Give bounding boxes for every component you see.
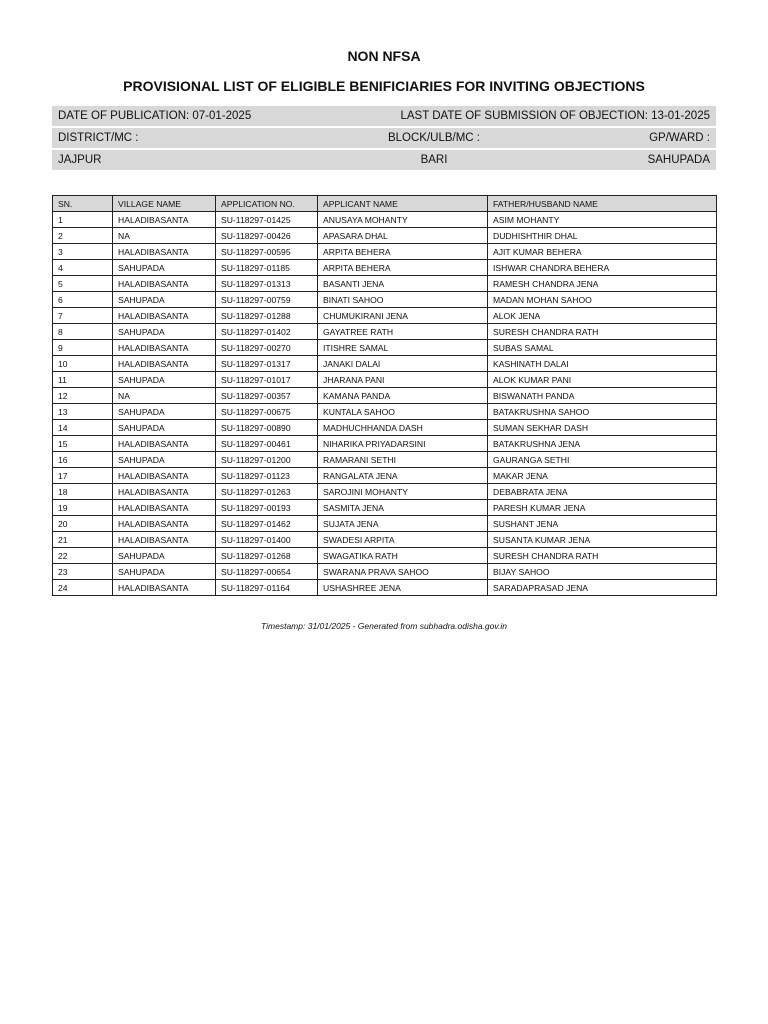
table-row bbox=[53, 420, 717, 436]
cell-father-husband-name: KASHINATH DALAI bbox=[488, 356, 717, 372]
table-row bbox=[53, 340, 717, 356]
cell-father-husband-name: SURESH CHANDRA RATH bbox=[488, 324, 717, 340]
cell-applicant-name: NIHARIKA PRIYADARSINI bbox=[318, 436, 488, 452]
cell-sn: 11 bbox=[53, 372, 113, 388]
cell-applicant-name: RAMARANI SETHI bbox=[318, 452, 488, 468]
table-row bbox=[53, 500, 717, 516]
cell-village-name: HALADIBASANTA bbox=[113, 212, 216, 228]
cell-applicant-name: RANGALATA JENA bbox=[318, 468, 488, 484]
cell-village-name: HALADIBASANTA bbox=[113, 468, 216, 484]
cell-father-husband-name: ALOK KUMAR PANI bbox=[488, 372, 717, 388]
cell-father-husband-name: SUMAN SEKHAR DASH bbox=[488, 420, 717, 436]
cell-father-husband-name: SURESH CHANDRA RATH bbox=[488, 548, 717, 564]
cell-applicant-name: APASARA DHAL bbox=[318, 228, 488, 244]
cell-application-no: SU-118297-01317 bbox=[216, 356, 318, 372]
location-label-row bbox=[52, 128, 716, 148]
cell-application-no: SU-118297-01400 bbox=[216, 532, 318, 548]
cell-father-husband-name: BIJAY SAHOO bbox=[488, 564, 717, 580]
cell-application-no: SU-118297-00890 bbox=[216, 420, 318, 436]
table-row bbox=[53, 308, 717, 324]
cell-sn: 14 bbox=[53, 420, 113, 436]
cell-sn: 15 bbox=[53, 436, 113, 452]
cell-father-husband-name: DEBABRATA JENA bbox=[488, 484, 717, 500]
cell-application-no: SU-118297-00595 bbox=[216, 244, 318, 260]
table-row bbox=[53, 372, 717, 388]
cell-father-husband-name: RAMESH CHANDRA JENA bbox=[488, 276, 717, 292]
cell-village-name: HALADIBASANTA bbox=[113, 580, 216, 596]
cell-application-no: SU-118297-01425 bbox=[216, 212, 318, 228]
cell-father-husband-name: SUBAS SAMAL bbox=[488, 340, 717, 356]
cell-sn: 4 bbox=[53, 260, 113, 276]
cell-father-husband-name: SUSHANT JENA bbox=[488, 516, 717, 532]
cell-application-no: SU-118297-01268 bbox=[216, 548, 318, 564]
cell-application-no: SU-118297-00193 bbox=[216, 500, 318, 516]
table-row bbox=[53, 244, 717, 260]
cell-application-no: SU-118297-01263 bbox=[216, 484, 318, 500]
cell-father-husband-name: ALOK JENA bbox=[488, 308, 717, 324]
cell-village-name: HALADIBASANTA bbox=[113, 436, 216, 452]
cell-application-no: SU-118297-00654 bbox=[216, 564, 318, 580]
cell-father-husband-name: ISHWAR CHANDRA BEHERA bbox=[488, 260, 717, 276]
cell-village-name: HALADIBASANTA bbox=[113, 356, 216, 372]
cell-application-no: SU-118297-01313 bbox=[216, 276, 318, 292]
cell-village-name: SAHUPADA bbox=[113, 404, 216, 420]
cell-father-husband-name: BISWANATH PANDA bbox=[488, 388, 717, 404]
table-row bbox=[53, 468, 717, 484]
table-row bbox=[53, 452, 717, 468]
cell-applicant-name: BASANTI JENA bbox=[318, 276, 488, 292]
cell-application-no: SU-118297-00461 bbox=[216, 436, 318, 452]
cell-sn: 16 bbox=[53, 452, 113, 468]
cell-village-name: HALADIBASANTA bbox=[113, 244, 216, 260]
column-header-sn: SN. bbox=[53, 196, 113, 212]
cell-applicant-name: SASMITA JENA bbox=[318, 500, 488, 516]
cell-application-no: SU-118297-01462 bbox=[216, 516, 318, 532]
cell-village-name: SAHUPADA bbox=[113, 292, 216, 308]
beneficiary-table bbox=[52, 195, 717, 596]
table-row bbox=[53, 292, 717, 308]
column-header-father-husband-name: FATHER/HUSBAND NAME bbox=[488, 196, 717, 212]
cell-applicant-name: ITISHRE SAMAL bbox=[318, 340, 488, 356]
cell-village-name: SAHUPADA bbox=[113, 372, 216, 388]
cell-sn: 19 bbox=[53, 500, 113, 516]
cell-applicant-name: ARPITA BEHERA bbox=[318, 244, 488, 260]
cell-applicant-name: CHUMUKIRANI JENA bbox=[318, 308, 488, 324]
district-label: DISTRICT/MC : bbox=[58, 132, 139, 144]
cell-applicant-name: JHARANA PANI bbox=[318, 372, 488, 388]
location-value-row bbox=[52, 150, 716, 170]
cell-applicant-name: KAMANA PANDA bbox=[318, 388, 488, 404]
document-subtitle: PROVISIONAL LIST OF ELIGIBLE BENIFICIARIES FOR INVITING OBJECTIONS bbox=[123, 78, 645, 94]
cell-father-husband-name: BATAKRUSHNA SAHOO bbox=[488, 404, 717, 420]
cell-father-husband-name: MAKAR JENA bbox=[488, 468, 717, 484]
cell-sn: 12 bbox=[53, 388, 113, 404]
table-row bbox=[53, 548, 717, 564]
cell-father-husband-name: AJIT KUMAR BEHERA bbox=[488, 244, 717, 260]
document-title: NON NFSA bbox=[347, 48, 421, 64]
column-header-applicant-name: APPLICANT NAME bbox=[318, 196, 488, 212]
cell-application-no: SU-118297-00675 bbox=[216, 404, 318, 420]
cell-applicant-name: JANAKI DALAI bbox=[318, 356, 488, 372]
cell-village-name: NA bbox=[113, 388, 216, 404]
cell-sn: 8 bbox=[53, 324, 113, 340]
cell-applicant-name: GAYATREE RATH bbox=[318, 324, 488, 340]
info-block bbox=[52, 106, 716, 172]
cell-village-name: SAHUPADA bbox=[113, 452, 216, 468]
cell-application-no: SU-118297-01185 bbox=[216, 260, 318, 276]
cell-applicant-name: SWADESI ARPITA bbox=[318, 532, 488, 548]
cell-father-husband-name: BATAKRUSHNA JENA bbox=[488, 436, 717, 452]
table-row bbox=[53, 532, 717, 548]
cell-father-husband-name: DUDHISHTHIR DHAL bbox=[488, 228, 717, 244]
cell-village-name: HALADIBASANTA bbox=[113, 532, 216, 548]
table-row bbox=[53, 484, 717, 500]
block-label: BLOCK/ULB/MC : bbox=[387, 132, 481, 144]
table-row bbox=[53, 388, 717, 404]
cell-village-name: HALADIBASANTA bbox=[113, 484, 216, 500]
cell-father-husband-name: SARADAPRASAD JENA bbox=[488, 580, 717, 596]
table-body bbox=[53, 212, 717, 596]
cell-sn: 21 bbox=[53, 532, 113, 548]
cell-sn: 1 bbox=[53, 212, 113, 228]
footer-timestamp: Timestamp: 31/01/2025 - Generated from subhadra.odisha.gov.in bbox=[261, 621, 507, 631]
cell-sn: 3 bbox=[53, 244, 113, 260]
cell-application-no: SU-118297-01164 bbox=[216, 580, 318, 596]
cell-applicant-name: SUJATA JENA bbox=[318, 516, 488, 532]
gp-ward-value: SAHUPADA bbox=[647, 154, 710, 166]
cell-sn: 18 bbox=[53, 484, 113, 500]
cell-father-husband-name: GAURANGA SETHI bbox=[488, 452, 717, 468]
column-header-application-no: APPLICATION NO. bbox=[216, 196, 318, 212]
cell-sn: 9 bbox=[53, 340, 113, 356]
objection-last-date: LAST DATE OF SUBMISSION OF OBJECTION: 13-01-2025 bbox=[400, 110, 710, 122]
cell-village-name: SAHUPADA bbox=[113, 260, 216, 276]
cell-application-no: SU-118297-00270 bbox=[216, 340, 318, 356]
cell-application-no: SU-118297-00357 bbox=[216, 388, 318, 404]
cell-application-no: SU-118297-00426 bbox=[216, 228, 318, 244]
cell-father-husband-name: ASIM MOHANTY bbox=[488, 212, 717, 228]
table-row bbox=[53, 228, 717, 244]
cell-sn: 22 bbox=[53, 548, 113, 564]
table-row bbox=[53, 564, 717, 580]
publication-info-row bbox=[52, 106, 716, 126]
table-header-row bbox=[53, 196, 717, 212]
cell-sn: 7 bbox=[53, 308, 113, 324]
cell-applicant-name: ARPITA BEHERA bbox=[318, 260, 488, 276]
column-header-village-name: VILLAGE NAME bbox=[113, 196, 216, 212]
gp-ward-label: GP/WARD : bbox=[649, 132, 710, 144]
table-row bbox=[53, 276, 717, 292]
cell-application-no: SU-118297-01123 bbox=[216, 468, 318, 484]
table-row bbox=[53, 324, 717, 340]
district-value: JAJPUR bbox=[58, 154, 102, 166]
cell-sn: 13 bbox=[53, 404, 113, 420]
cell-sn: 23 bbox=[53, 564, 113, 580]
table-row bbox=[53, 356, 717, 372]
cell-village-name: HALADIBASANTA bbox=[113, 340, 216, 356]
cell-sn: 5 bbox=[53, 276, 113, 292]
cell-sn: 20 bbox=[53, 516, 113, 532]
cell-sn: 24 bbox=[53, 580, 113, 596]
cell-application-no: SU-118297-00759 bbox=[216, 292, 318, 308]
cell-village-name: SAHUPADA bbox=[113, 548, 216, 564]
table-row bbox=[53, 212, 717, 228]
cell-village-name: NA bbox=[113, 228, 216, 244]
cell-village-name: SAHUPADA bbox=[113, 564, 216, 580]
publication-date: DATE OF PUBLICATION: 07-01-2025 bbox=[58, 110, 252, 122]
table-row bbox=[53, 436, 717, 452]
cell-sn: 17 bbox=[53, 468, 113, 484]
cell-village-name: HALADIBASANTA bbox=[113, 500, 216, 516]
cell-village-name: HALADIBASANTA bbox=[113, 516, 216, 532]
cell-applicant-name: MADHUCHHANDA DASH bbox=[318, 420, 488, 436]
table-row bbox=[53, 516, 717, 532]
cell-application-no: SU-118297-01200 bbox=[216, 452, 318, 468]
cell-sn: 10 bbox=[53, 356, 113, 372]
table-row bbox=[53, 260, 717, 276]
cell-application-no: SU-118297-01288 bbox=[216, 308, 318, 324]
cell-village-name: HALADIBASANTA bbox=[113, 308, 216, 324]
cell-applicant-name: SAROJINI MOHANTY bbox=[318, 484, 488, 500]
cell-father-husband-name: PARESH KUMAR JENA bbox=[488, 500, 717, 516]
cell-father-husband-name: SUSANTA KUMAR JENA bbox=[488, 532, 717, 548]
cell-applicant-name: SWAGATIKA RATH bbox=[318, 548, 488, 564]
cell-father-husband-name: MADAN MOHAN SAHOO bbox=[488, 292, 717, 308]
table-row bbox=[53, 580, 717, 596]
cell-applicant-name: KUNTALA SAHOO bbox=[318, 404, 488, 420]
block-value: BARI bbox=[420, 154, 448, 166]
cell-sn: 2 bbox=[53, 228, 113, 244]
cell-village-name: SAHUPADA bbox=[113, 420, 216, 436]
cell-village-name: HALADIBASANTA bbox=[113, 276, 216, 292]
cell-village-name: SAHUPADA bbox=[113, 324, 216, 340]
cell-applicant-name: ANUSAYA MOHANTY bbox=[318, 212, 488, 228]
cell-application-no: SU-118297-01402 bbox=[216, 324, 318, 340]
cell-application-no: SU-118297-01017 bbox=[216, 372, 318, 388]
cell-applicant-name: SWARANA PRAVA SAHOO bbox=[318, 564, 488, 580]
cell-applicant-name: USHASHREE JENA bbox=[318, 580, 488, 596]
table-row bbox=[53, 404, 717, 420]
cell-sn: 6 bbox=[53, 292, 113, 308]
cell-applicant-name: BINATI SAHOO bbox=[318, 292, 488, 308]
